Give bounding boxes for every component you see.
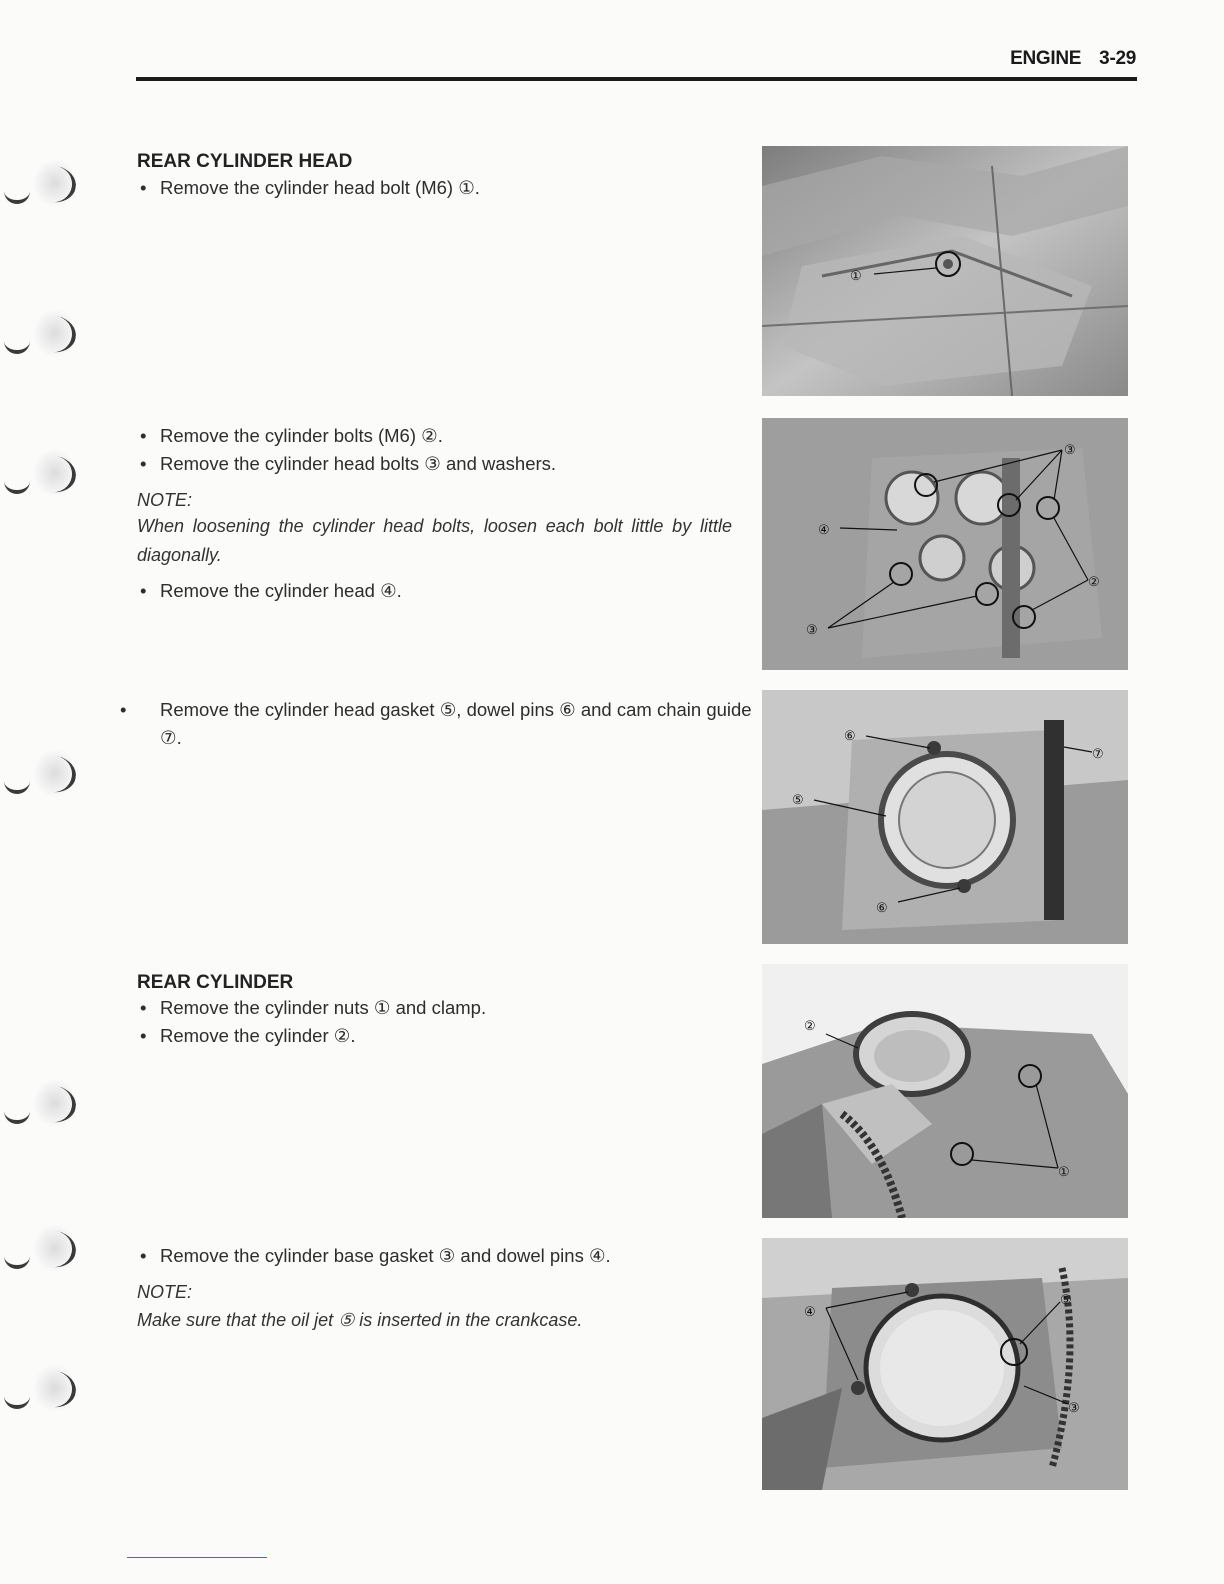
step-text: Remove the cylinder nuts ① and clamp.	[160, 997, 487, 1018]
section-title-rear-cylinder: REAR CYLINDER	[137, 972, 294, 993]
bullet: •	[140, 1245, 147, 1266]
callout-label: ⑤	[1060, 1292, 1072, 1307]
step-5	[120, 696, 755, 752]
bullet: •	[140, 997, 147, 1018]
photo-cylinder-base-gasket	[762, 1238, 1128, 1490]
callout-label: ⑦	[1092, 746, 1104, 761]
step-8	[140, 1242, 740, 1270]
photo-cylinder-head-bolt	[762, 146, 1128, 396]
step-2	[140, 422, 740, 450]
callout-label: ⑤	[792, 792, 804, 807]
footer-link-underline	[127, 1557, 267, 1558]
photo-cylinder-head-gasket	[762, 690, 1128, 944]
step-3	[140, 450, 740, 478]
callout-label: ①	[850, 268, 862, 283]
callout-label: ①	[1058, 1164, 1070, 1179]
photo-cylinder-nuts	[762, 964, 1128, 1218]
bullet: •	[140, 177, 147, 198]
step-1	[140, 174, 740, 202]
step-text: Remove the cylinder bolts (M6) ②.	[160, 425, 443, 446]
step-4	[140, 577, 740, 605]
callout-label: ④	[804, 1304, 816, 1319]
step-text: Remove the cylinder head bolts ③ and washers.	[160, 453, 557, 474]
callout-label: ②	[804, 1018, 816, 1033]
note-text: When loosening the cylinder head bolts, loosen each bolt little by little diagonally.	[137, 516, 732, 565]
bullet: •	[140, 425, 147, 446]
bullet: •	[140, 580, 147, 601]
step-text: Remove the cylinder head ④.	[160, 580, 402, 601]
bullet: •	[140, 1025, 147, 1046]
note-title: NOTE:	[137, 1282, 193, 1302]
callout-label: ③	[1064, 442, 1076, 457]
page-number: 3-29	[1099, 48, 1136, 69]
bullet: •	[120, 699, 127, 720]
step-text: Remove the cylinder head gasket ⑤, dowel pins ⑥ and cam chain guide ⑦.	[160, 699, 752, 748]
photo-cylinder-head-bolts	[762, 418, 1128, 670]
callout-label: ④	[818, 522, 830, 537]
header-section: ENGINE	[1010, 48, 1082, 69]
binder-hole	[34, 160, 72, 206]
step-text: Remove the cylinder base gasket ③ and dowel pins ④.	[160, 1245, 611, 1266]
header-rule	[136, 77, 1137, 81]
binder-hole	[34, 310, 72, 356]
section-title-rear-cylinder-head: REAR CYLINDER HEAD	[137, 151, 353, 172]
callout-label: ②	[1088, 574, 1100, 589]
binder-hole	[34, 1225, 72, 1271]
callout-label: ⑥	[876, 900, 888, 915]
callout-label: ⑥	[844, 728, 856, 743]
binder-hole	[34, 450, 72, 496]
callout-label: ③	[1068, 1400, 1080, 1415]
step-text: Remove the cylinder ②.	[160, 1025, 356, 1046]
page-header	[1010, 48, 1136, 70]
step-text: Remove the cylinder head bolt (M6) ①.	[160, 177, 480, 198]
binder-hole	[34, 1365, 72, 1411]
callout-label: ③	[806, 622, 818, 637]
bullet: •	[140, 453, 147, 474]
note-text: Make sure that the oil jet ⑤ is inserted in the crankcase.	[137, 1310, 583, 1330]
note-title: NOTE:	[137, 490, 193, 510]
binder-hole	[34, 1080, 72, 1126]
binder-hole	[34, 750, 72, 796]
step-6	[140, 994, 740, 1022]
step-7	[140, 1022, 740, 1050]
